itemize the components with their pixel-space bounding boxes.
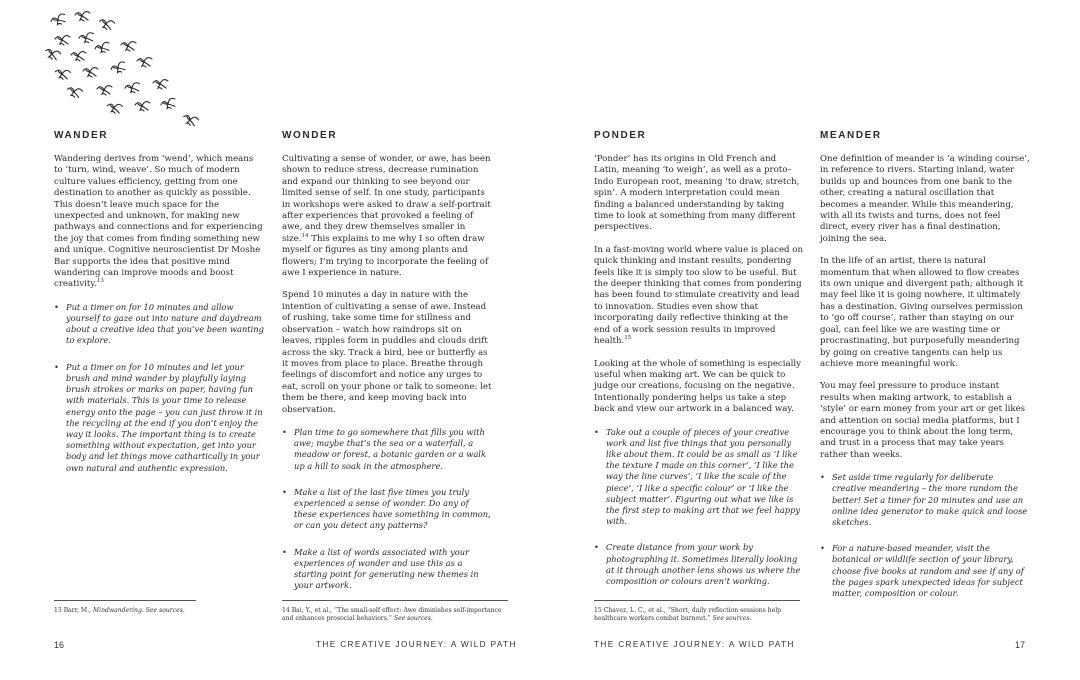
exercise-item: • Create distance from your work by photographing it. Sometimes literally looking at it through another lens shows us where the composition or colours aren’t working. xyxy=(594,542,801,586)
exercise-list xyxy=(820,472,1030,599)
footnote-ref: 14 xyxy=(301,232,309,239)
section-meander xyxy=(820,130,1030,614)
footnote-ref: 15 xyxy=(624,335,632,342)
section-wonder xyxy=(282,130,492,606)
footnote-divider xyxy=(282,600,508,601)
paragraph: Looking at the whole of something is especially useful when making art. We can be quick to judge our creations, focusing on the negative. Intentionally pondering helps us take a step back and view our artwork in a balanced way. xyxy=(594,358,801,415)
exercise-item: • Put a timer on for 10 minutes and let your brush and mind wander by playfully laying brush strokes or marks on paper, having fun with materials. This is your time to release energy onto the page – you can just throw it in the recycling at the end if you don’t enjoy the way it looks. The important thing is to create something without expectation, get into your body and let things move cathartically in your own natural and authentic expression. xyxy=(54,361,263,473)
paragraph: In a fast-moving world where value is placed on quick thinking and instant results, pondering feels like it is simply too slow to be useful. But the deeper thinking that comes from pondering has been found to stimulate creativity and lead to innovation. Studies even show that incorporating daily reflective thinking at the end of a work session results in improved health.$^{15}$ xyxy=(594,244,803,347)
paragraph: ‘Ponder’ has its origins in Old French and Latin, meaning ‘to weigh’, as well as a proto–Indo European root, meaning ‘to draw, stretch, spin’. A modern interpretation could mean finding a balanced understanding by taking time to look at something from many different perspectives. xyxy=(594,154,800,233)
footnote-ref: 13 xyxy=(96,278,104,285)
footnote-divider xyxy=(594,600,800,601)
paragraph: One definition of meander is ‘a winding course’, in reference to rivers. Starting inland, water builds up and bounces from one bank to the other, creating a natural oscillation that becomes a meander. While this meandering, with all its twists and turns, does not feel direct, every river has a final destination, joining the sea. xyxy=(820,154,1030,244)
exercise-list xyxy=(594,427,804,588)
footnote: 13 Barr, M., Mindwandering. See sources. xyxy=(54,607,185,614)
section-wander xyxy=(54,130,264,489)
section-heading: WONDER xyxy=(282,130,338,141)
paragraph: Spend 10 minutes a day in nature with the intention of cultivating a sense of awe. Instead of rushing, take some time for stillness and observation – watch how raindrops sit on leaves, ripples form in puddles and clouds drift across the sky. Track a bird, bee or butterfly as it moves from place to place. Breathe through feelings of discomfort and notice any urges to eat, scroll on your phone or talk to someone: let them be there, and keep moving back into observation. xyxy=(282,290,492,415)
exercise-item: • Make a list of words associated with your experiences of wonder and use this as a starting point for generating new themes in your artwork. xyxy=(282,546,479,591)
section-ponder xyxy=(594,130,804,602)
section-heading: WANDER xyxy=(54,130,109,141)
page-number-right: 17 xyxy=(1015,640,1026,650)
exercise-list xyxy=(282,427,492,591)
paragraph: Cultivating a sense of wonder, or awe, has been shown to reduce stress, decrease rumination and expand our thinking to see beyond our limited sense of self. In one study, participants in workshops were asked to draw a self-portrait after experiences that provoked a feeling of awe, and they drew themselves smaller in size.$^{14}$ This explains to me why I so often draw myself or figures as tiny among plants and flowers; I’m trying to incorporate the feeling of awe I experience in nature. xyxy=(282,154,491,279)
exercise-item: • Make a list of the last five times you truly experienced a sense of wonder. Do any of these experiences have something in common, or can you detect any patterns? xyxy=(282,486,491,531)
paragraph: You may feel pressure to produce instant results when making artwork, to establish a ‘style’ or earn money from your art or get likes and attention on social media platforms, but I encourage you to think about the long term, and trust in a process that may take years rather than weeks. xyxy=(820,381,1026,460)
paragraph: In the life of an artist, there is natural momentum that when allowed to flow creates its own unique and divergent path; although it may feel like it is going nowhere, it ultimately has a destination. Giving ourselves permission to ‘go off course’, rather than staying on our goal, can feel like we are wasting time or procrastinating, but purposefully meandering by going on creative tangents can help us achieve more meaningful work. xyxy=(820,256,1024,369)
running-title-left: THE CREATIVE JOURNEY: A WILD PATH xyxy=(316,640,517,649)
section-heading: PONDER xyxy=(594,130,647,141)
exercise-item: • Put a timer on for 10 minutes and allow yourself to gaze out into nature and daydream about a creative idea that you’ve been wanting to explore. xyxy=(54,301,264,346)
section-heading: MEANDER xyxy=(820,130,882,141)
exercise-item: • Set aside time regularly for deliberate creative meandering – the more random the better! Set a timer for 20 minutes and use an online idea generator to make quick and loose sketches. xyxy=(820,472,1028,527)
footnote: 15 Chavez, L. C., et al., “Short, daily reflection sessions help healthcare workers combat burnout.” See sources. xyxy=(594,607,782,622)
exercise-item: • For a nature-based meander, visit the botanical or wildlife section of your library, choose five books at random and see if any of the pages spark unexpected ideas for subject matter, composition or colour. xyxy=(820,543,1024,598)
footnote-divider xyxy=(54,600,196,601)
bird-group xyxy=(44,12,199,128)
running-title-right: THE CREATIVE JOURNEY: A WILD PATH xyxy=(594,640,795,649)
paragraph: Wandering derives from ‘wend’, which means to ‘turn, wind, weave’. So much of modern culture values efficiency, getting from one destination to another as quickly as possible. This doesn’t leave much space for the unexpected and unknown, for making new pathways and connections and for experiencing the joy that comes from finding something new and unique. Cognitive neuroscientist Dr Moshe Bar supports the idea that positive mind wandering can improve moods and boost creativity.$^{13}$ xyxy=(54,154,263,290)
flock-of-birds-icon xyxy=(44,8,214,133)
exercise-item: • Plan time to go somewhere that fills you with awe; maybe that’s the sea or a waterfall, a meadow or forest, a botanic garden or a walk up a hill to soak in the atmosphere. xyxy=(282,426,486,471)
footnote: 14 Bai, Y., et al., “The small-self effect: Awe diminishes self-importance and enhances prosocial behaviors.” See sources. xyxy=(282,607,502,622)
page-number-left: 16 xyxy=(54,640,65,650)
exercise-list xyxy=(54,302,264,474)
exercise-item: • Take out a couple of pieces of your creative work and list five things that you personally like about them. It could be as small as ‘I like the texture I made on this corner’, ‘I like the way the line curves’, ‘I like the scale of the piece’, ‘I like a specific colour’ or ‘I like the subject matter’. Figuring out what we like is the first step to making art that we feel happy with. xyxy=(594,426,801,527)
